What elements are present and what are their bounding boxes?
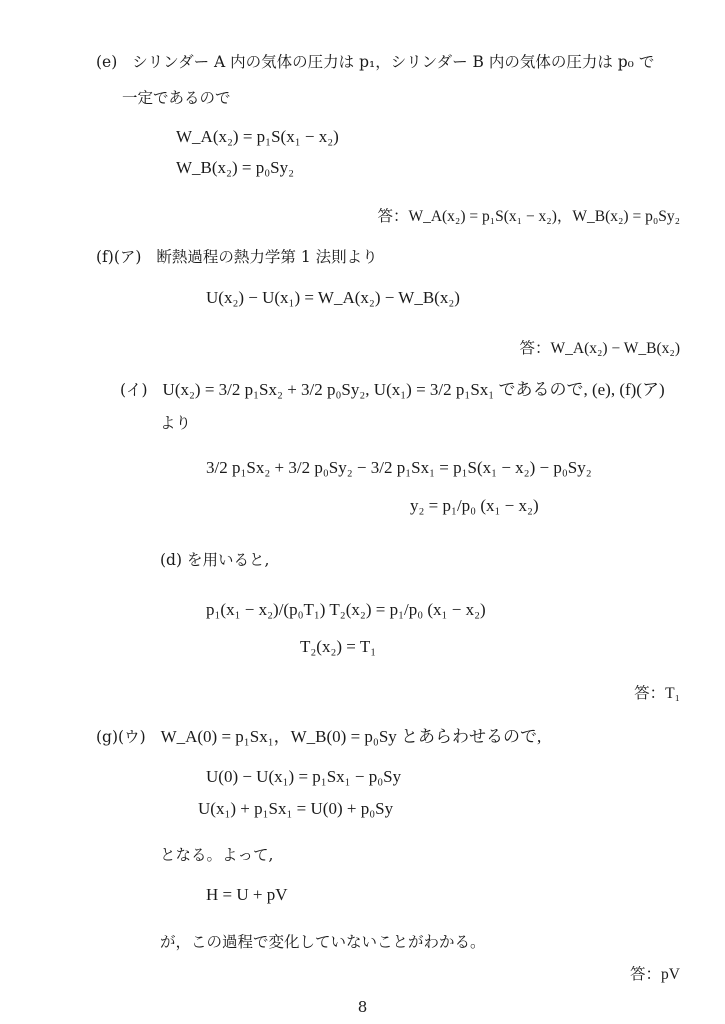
section-f-a-answer: 答：W_A(x₂) − W_B(x₂) [519, 340, 680, 357]
section-g-equation-3: H = U + pV [206, 885, 288, 904]
section-f-a-equation: U(x₂) − U(x₁) = W_A(x₂) − W_B(x₂) [206, 288, 460, 307]
section-g-u-text: W_A(0) = p₁Sx₁，W_B(0) = p₀Sy とあらわせるので, [160, 727, 542, 746]
section-f-i-line [120, 380, 665, 400]
section-f-i-text: U(x₂) = 3/2 p₁Sx₂ + 3/2 p₀Sy₂, U(x₁) = 3/2 p₁Sx₁ であるので, (e), (f)(ア) [162, 380, 665, 399]
section-e-line-1 [96, 52, 654, 72]
section-f-a-line [96, 247, 378, 267]
page-number: 8 [357, 998, 368, 1016]
section-f-i-text-3: (d) を用いると, [160, 551, 270, 569]
section-f-i-label: (イ) [120, 381, 148, 399]
section-f-a-text: 断熱過程の熱力学第 1 法則より [156, 248, 378, 266]
section-f-i-answer: 答：T₁ [634, 685, 680, 702]
section-e-label: (e) [96, 53, 118, 71]
section-g-text-2: となる。よって, [160, 846, 274, 864]
section-f-i-equation-1: 3/2 p₁Sx₂ + 3/2 p₀Sy₂ − 3/2 p₁Sx₁ = p₁S(x₁ − x₂) − p₀Sy₂ [206, 458, 592, 477]
section-f-label: (f) [96, 248, 114, 266]
section-g-answer: 答：pV [630, 966, 680, 983]
section-g-u-label: (ウ) [118, 728, 146, 746]
section-e-text-2: 一定であるので [122, 89, 231, 107]
section-g-equation-2: U(x₁) + p₁Sx₁ = U(0) + p₀Sy [198, 799, 394, 818]
section-g-text-3: が，この過程で変化していないことがわかる。 [160, 933, 486, 951]
section-e-equation-2: W_B(x₂) = p₀Sy₂ [176, 158, 295, 177]
section-g-line [96, 727, 541, 747]
section-e-answer: 答：W_A(x₂) = p₁S(x₁ − x₂)，W_B(x₂) = p₀Sy₂ [377, 208, 680, 225]
section-f-a-label: (ア) [113, 248, 142, 266]
section-e-text-1: シリンダー A 内の気体の圧力は p₁，シリンダー B 内の気体の圧力は p₀ で [132, 53, 655, 71]
section-e-equation-1: W_A(x₂) = p₁S(x₁ − x₂) [176, 127, 339, 146]
section-f-i-text-2: より [160, 414, 192, 432]
section-f-i-equation-4: T₂(x₂) = T₁ [300, 637, 377, 656]
section-g-label: (g) [96, 728, 119, 746]
section-f-i-equation-3: p₁(x₁ − x₂)/(p₀T₁) T₂(x₂) = p₁/p₀ (x₁ − x₂) [206, 600, 486, 619]
section-f-i-equation-2: y₂ = p₁/p₀ (x₁ − x₂) [410, 496, 539, 515]
section-g-equation-1: U(0) − U(x₁) = p₁Sx₁ − p₀Sy [206, 767, 402, 786]
